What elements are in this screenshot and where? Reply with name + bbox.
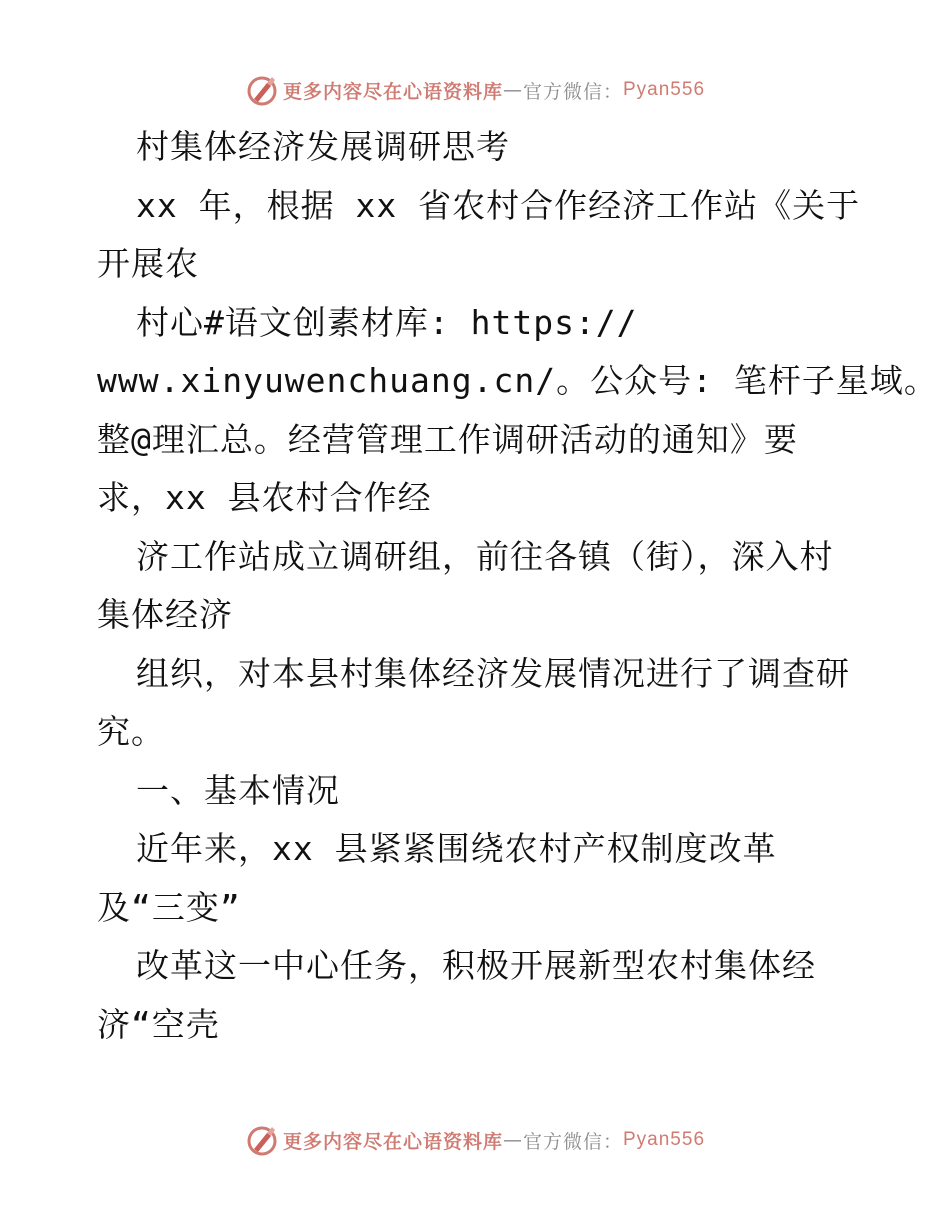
text-line: www.xinyuwenchuang.cn/。公众号: 笔杆子星域。 bbox=[97, 361, 938, 400]
text-line: xx 年，根据 xx 省农村合作经济工作站《关于 bbox=[136, 185, 861, 225]
banner-main-text: 更多内容尽在心语资料库 bbox=[282, 1130, 503, 1153]
text-line: 济工作站成立调研组，前往各镇（街），深入村 bbox=[136, 536, 834, 576]
banner-wechat-label: 官方微信： bbox=[522, 80, 623, 103]
text-line: 集体经济 bbox=[97, 595, 233, 634]
banner-dash: — bbox=[502, 79, 523, 101]
text-line: 近年来，xx 县紧紧围绕农村产权制度改革 bbox=[136, 829, 777, 868]
banner-dash: — bbox=[502, 1129, 523, 1151]
banner-wechat-id: Pyan556 bbox=[623, 79, 706, 100]
text-line: 济“空壳 bbox=[97, 1004, 220, 1044]
text-line: 求，xx 县农村合作经 bbox=[97, 478, 432, 517]
text-line: 村心#语文创素材库: https:// bbox=[136, 302, 638, 342]
text-line: 改革这一中心任务，积极开展新型农村集体经 bbox=[136, 946, 816, 985]
text-line: 一、基本情况 bbox=[136, 770, 340, 810]
banner-wechat-id: Pyan556 bbox=[623, 1129, 706, 1150]
document-body bbox=[97, 118, 938, 1054]
header-watermark-banner bbox=[0, 70, 950, 110]
banner-wechat-label: 官方微信： bbox=[522, 1130, 623, 1153]
text-line: 整@理汇总。经营管理工作调研活动的通知》要 bbox=[97, 419, 798, 459]
footer-watermark-banner bbox=[0, 1120, 950, 1160]
text-line: 及“三变” bbox=[97, 887, 241, 927]
pen-logo-icon bbox=[245, 73, 279, 107]
pen-logo-icon bbox=[245, 1123, 279, 1157]
text-line: 村集体经济发展调研思考 bbox=[136, 127, 510, 166]
text-line: 开展农 bbox=[97, 244, 199, 283]
text-line: 究。 bbox=[97, 712, 165, 751]
text-line: 组织，对本县村集体经济发展情况进行了调查研 bbox=[136, 653, 850, 693]
banner-main-text: 更多内容尽在心语资料库 bbox=[282, 80, 503, 103]
